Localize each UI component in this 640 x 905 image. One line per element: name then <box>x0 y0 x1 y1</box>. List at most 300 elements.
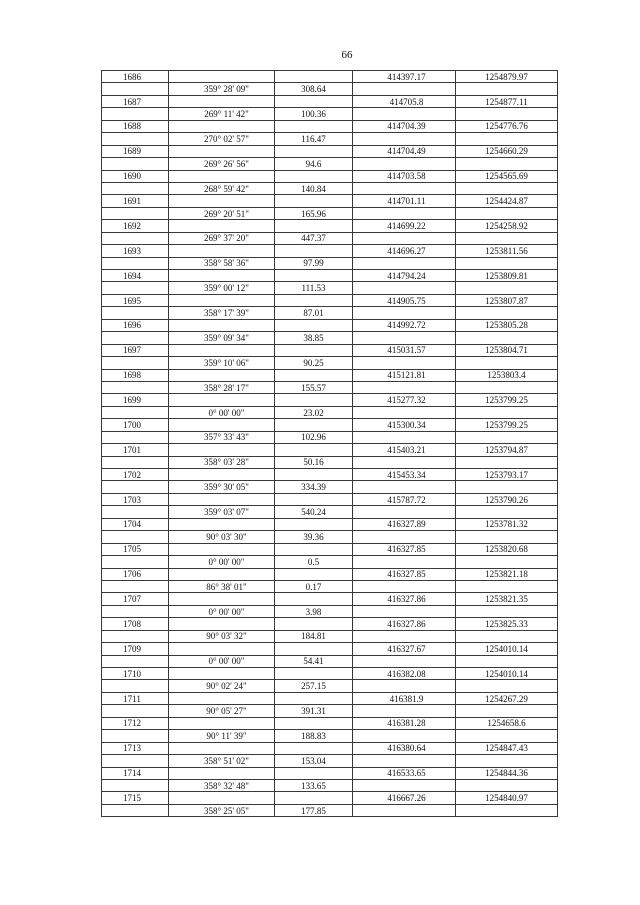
point-row <box>102 220 558 232</box>
distance: 0.17 <box>275 580 353 592</box>
empty-cell <box>169 419 275 431</box>
point-row <box>102 792 558 804</box>
empty-cell <box>102 133 169 145</box>
empty-cell <box>456 133 558 145</box>
empty-cell <box>102 456 169 468</box>
coordinate-1: 416327.67 <box>353 643 456 655</box>
point-row <box>102 394 558 406</box>
segment-row <box>102 481 558 493</box>
distance: 257.15 <box>275 680 353 692</box>
empty-cell <box>353 705 456 717</box>
empty-cell <box>169 618 275 630</box>
segment-row <box>102 655 558 667</box>
point-row <box>102 618 558 630</box>
point-row <box>102 294 558 306</box>
distance: 334.39 <box>275 481 353 493</box>
distance: 100.36 <box>275 108 353 120</box>
bearing: 359° 30' 05" <box>169 481 275 493</box>
point-number: 1714 <box>102 767 169 779</box>
empty-cell <box>102 332 169 344</box>
empty-cell <box>353 282 456 294</box>
point-number: 1692 <box>102 220 169 232</box>
bearing: 270° 02' 57" <box>169 133 275 145</box>
page-number: 66 <box>341 49 353 61</box>
empty-cell <box>169 469 275 481</box>
empty-cell <box>169 170 275 182</box>
distance: 23.02 <box>275 406 353 418</box>
empty-cell <box>353 158 456 170</box>
coordinate-1: 414704.39 <box>353 120 456 132</box>
empty-cell <box>456 357 558 369</box>
empty-cell <box>275 245 353 257</box>
empty-cell <box>353 232 456 244</box>
segment-row <box>102 580 558 592</box>
distance: 39.36 <box>275 531 353 543</box>
coordinate-1: 415031.57 <box>353 344 456 356</box>
coordinate-1: 416327.85 <box>353 543 456 555</box>
empty-cell <box>456 158 558 170</box>
bearing: 0° 00' 00" <box>169 406 275 418</box>
point-number: 1707 <box>102 593 169 605</box>
segment-row <box>102 257 558 269</box>
empty-cell <box>102 755 169 767</box>
empty-cell <box>456 332 558 344</box>
point-number: 1694 <box>102 270 169 282</box>
distance: 184.81 <box>275 630 353 642</box>
empty-cell <box>275 568 353 580</box>
coordinate-2: 1253807.87 <box>456 294 558 306</box>
segment-row <box>102 381 558 393</box>
bearing: 90° 03' 32" <box>169 630 275 642</box>
segment-row <box>102 332 558 344</box>
coordinate-1: 414397.17 <box>353 71 456 83</box>
empty-cell <box>169 369 275 381</box>
segment-row <box>102 630 558 642</box>
coordinate-1: 416382.08 <box>353 668 456 680</box>
segment-row <box>102 307 558 319</box>
point-row <box>102 71 558 83</box>
empty-cell <box>169 593 275 605</box>
empty-cell <box>169 245 275 257</box>
segment-row <box>102 804 558 816</box>
coordinate-2: 1253821.18 <box>456 568 558 580</box>
empty-cell <box>275 593 353 605</box>
empty-cell <box>275 668 353 680</box>
empty-cell <box>275 792 353 804</box>
distance: 87.01 <box>275 307 353 319</box>
empty-cell <box>456 232 558 244</box>
empty-cell <box>102 804 169 816</box>
coordinate-1: 416533.65 <box>353 767 456 779</box>
empty-cell <box>353 307 456 319</box>
distance: 111.53 <box>275 282 353 294</box>
coordinate-2: 1254658.6 <box>456 717 558 729</box>
empty-cell <box>353 207 456 219</box>
bearing: 269° 20' 51" <box>169 207 275 219</box>
segment-row <box>102 232 558 244</box>
distance: 133.65 <box>275 779 353 791</box>
empty-cell <box>169 518 275 530</box>
coordinate-2: 1254267.29 <box>456 692 558 704</box>
empty-cell <box>275 742 353 754</box>
point-row <box>102 95 558 107</box>
coordinate-2: 1253820.68 <box>456 543 558 555</box>
distance: 391.31 <box>275 705 353 717</box>
empty-cell <box>169 767 275 779</box>
empty-cell <box>353 605 456 617</box>
empty-cell <box>275 618 353 630</box>
empty-cell <box>169 792 275 804</box>
point-number: 1706 <box>102 568 169 580</box>
bearing: 359° 09' 34" <box>169 332 275 344</box>
point-number: 1696 <box>102 319 169 331</box>
distance: 50.16 <box>275 456 353 468</box>
bearing: 268° 59' 42" <box>169 182 275 194</box>
coordinate-1: 415787.72 <box>353 493 456 505</box>
coordinate-2: 1253805.28 <box>456 319 558 331</box>
empty-cell <box>169 145 275 157</box>
distance: 94.6 <box>275 158 353 170</box>
coordinate-2: 1253804.71 <box>456 344 558 356</box>
point-row <box>102 245 558 257</box>
empty-cell <box>275 71 353 83</box>
coordinate-1: 414701.11 <box>353 195 456 207</box>
point-row <box>102 469 558 481</box>
empty-cell <box>102 406 169 418</box>
bearing: 359° 00' 12" <box>169 282 275 294</box>
distance: 90.25 <box>275 357 353 369</box>
empty-cell <box>353 381 456 393</box>
empty-cell <box>456 307 558 319</box>
point-row <box>102 518 558 530</box>
coordinate-2: 1254776.76 <box>456 120 558 132</box>
empty-cell <box>456 456 558 468</box>
empty-cell <box>102 531 169 543</box>
empty-cell <box>275 95 353 107</box>
empty-cell <box>353 83 456 95</box>
point-number: 1693 <box>102 245 169 257</box>
bearing: 358° 28' 17" <box>169 381 275 393</box>
table-body <box>102 71 558 817</box>
empty-cell <box>456 556 558 568</box>
empty-cell <box>353 730 456 742</box>
empty-cell <box>102 481 169 493</box>
empty-cell <box>169 120 275 132</box>
bearing: 90° 02' 24" <box>169 680 275 692</box>
point-row <box>102 593 558 605</box>
empty-cell <box>169 444 275 456</box>
empty-cell <box>169 568 275 580</box>
empty-cell <box>275 419 353 431</box>
coordinate-2: 1253811.56 <box>456 245 558 257</box>
segment-row <box>102 207 558 219</box>
segment-row <box>102 357 558 369</box>
coordinate-2: 1253799.25 <box>456 419 558 431</box>
segment-row <box>102 133 558 145</box>
coordinate-1: 414699.22 <box>353 220 456 232</box>
empty-cell <box>456 531 558 543</box>
coordinate-2: 1254010.14 <box>456 668 558 680</box>
coordinate-2: 1254877.11 <box>456 95 558 107</box>
point-row <box>102 344 558 356</box>
point-number: 1697 <box>102 344 169 356</box>
empty-cell <box>456 705 558 717</box>
bearing: 269° 37' 20" <box>169 232 275 244</box>
empty-cell <box>275 444 353 456</box>
empty-cell <box>456 381 558 393</box>
empty-cell <box>102 158 169 170</box>
empty-cell <box>456 431 558 443</box>
empty-cell <box>275 394 353 406</box>
point-row <box>102 568 558 580</box>
distance: 447.37 <box>275 232 353 244</box>
empty-cell <box>275 692 353 704</box>
bearing: 359° 10' 06" <box>169 357 275 369</box>
empty-cell <box>456 755 558 767</box>
segment-row <box>102 83 558 95</box>
empty-cell <box>353 182 456 194</box>
empty-cell <box>169 543 275 555</box>
segment-row <box>102 282 558 294</box>
point-row <box>102 643 558 655</box>
empty-cell <box>456 182 558 194</box>
empty-cell <box>102 605 169 617</box>
bearing: 357° 33' 43" <box>169 431 275 443</box>
point-number: 1695 <box>102 294 169 306</box>
empty-cell <box>353 257 456 269</box>
bearing: 358° 17' 39" <box>169 307 275 319</box>
point-number: 1704 <box>102 518 169 530</box>
empty-cell <box>169 394 275 406</box>
coordinate-1: 414992.72 <box>353 319 456 331</box>
coordinate-2: 1253790.26 <box>456 493 558 505</box>
coordinate-2: 1254565.69 <box>456 170 558 182</box>
empty-cell <box>456 207 558 219</box>
coordinate-2: 1253803.4 <box>456 369 558 381</box>
bearing: 359° 28' 09" <box>169 83 275 95</box>
empty-cell <box>353 804 456 816</box>
point-row <box>102 195 558 207</box>
point-row <box>102 419 558 431</box>
empty-cell <box>102 232 169 244</box>
segment-row <box>102 456 558 468</box>
empty-cell <box>456 779 558 791</box>
empty-cell <box>353 481 456 493</box>
empty-cell <box>169 195 275 207</box>
coordinate-1: 414705.8 <box>353 95 456 107</box>
bearing: 0° 00' 00" <box>169 605 275 617</box>
distance: 3.98 <box>275 605 353 617</box>
point-row <box>102 145 558 157</box>
segment-row <box>102 680 558 692</box>
empty-cell <box>353 580 456 592</box>
empty-cell <box>456 680 558 692</box>
segment-row <box>102 755 558 767</box>
point-row <box>102 742 558 754</box>
coordinate-2: 1254879.97 <box>456 71 558 83</box>
distance: 153.04 <box>275 755 353 767</box>
empty-cell <box>102 182 169 194</box>
bearing: 358° 51' 02" <box>169 755 275 767</box>
bearing: 269° 26' 56" <box>169 158 275 170</box>
point-number: 1687 <box>102 95 169 107</box>
distance: 38.85 <box>275 332 353 344</box>
distance: 165.96 <box>275 207 353 219</box>
point-number: 1690 <box>102 170 169 182</box>
coordinate-2: 1253825.33 <box>456 618 558 630</box>
coordinate-2: 1253794.87 <box>456 444 558 456</box>
segment-row <box>102 779 558 791</box>
empty-cell <box>169 270 275 282</box>
coordinate-2: 1253821.35 <box>456 593 558 605</box>
empty-cell <box>275 767 353 779</box>
empty-cell <box>353 779 456 791</box>
empty-cell <box>275 319 353 331</box>
empty-cell <box>169 717 275 729</box>
empty-cell <box>275 717 353 729</box>
coordinates-table <box>101 70 558 817</box>
empty-cell <box>102 431 169 443</box>
coordinate-2: 1253799.25 <box>456 394 558 406</box>
empty-cell <box>169 71 275 83</box>
point-number: 1698 <box>102 369 169 381</box>
empty-cell <box>275 270 353 282</box>
empty-cell <box>353 655 456 667</box>
empty-cell <box>353 431 456 443</box>
empty-cell <box>169 344 275 356</box>
point-row <box>102 493 558 505</box>
segment-row <box>102 730 558 742</box>
point-row <box>102 369 558 381</box>
empty-cell <box>169 692 275 704</box>
point-number: 1688 <box>102 120 169 132</box>
segment-row <box>102 158 558 170</box>
point-number: 1701 <box>102 444 169 456</box>
empty-cell <box>456 481 558 493</box>
empty-cell <box>353 680 456 692</box>
bearing: 358° 32' 48" <box>169 779 275 791</box>
segment-row <box>102 406 558 418</box>
coordinate-2: 1253793.17 <box>456 469 558 481</box>
empty-cell <box>353 630 456 642</box>
point-number: 1715 <box>102 792 169 804</box>
empty-cell <box>102 779 169 791</box>
empty-cell <box>353 556 456 568</box>
empty-cell <box>102 307 169 319</box>
distance: 54.41 <box>275 655 353 667</box>
distance: 188.83 <box>275 730 353 742</box>
coordinate-1: 416381.9 <box>353 692 456 704</box>
empty-cell <box>275 220 353 232</box>
empty-cell <box>275 518 353 530</box>
empty-cell <box>456 655 558 667</box>
bearing: 358° 25' 05" <box>169 804 275 816</box>
empty-cell <box>275 170 353 182</box>
coordinate-1: 416327.85 <box>353 568 456 580</box>
distance: 540.24 <box>275 506 353 518</box>
empty-cell <box>456 580 558 592</box>
coordinate-1: 416381.28 <box>353 717 456 729</box>
coordinate-1: 414703.58 <box>353 170 456 182</box>
point-row <box>102 319 558 331</box>
bearing: 358° 03' 28" <box>169 456 275 468</box>
bearing: 90° 05' 27" <box>169 705 275 717</box>
point-row <box>102 444 558 456</box>
empty-cell <box>102 506 169 518</box>
empty-cell <box>169 493 275 505</box>
coordinate-1: 416327.86 <box>353 593 456 605</box>
empty-cell <box>456 804 558 816</box>
empty-cell <box>353 506 456 518</box>
distance: 116.47 <box>275 133 353 145</box>
empty-cell <box>456 506 558 518</box>
empty-cell <box>169 668 275 680</box>
distance: 140.84 <box>275 182 353 194</box>
point-row <box>102 170 558 182</box>
empty-cell <box>102 580 169 592</box>
empty-cell <box>102 357 169 369</box>
point-number: 1713 <box>102 742 169 754</box>
coordinate-1: 416327.89 <box>353 518 456 530</box>
bearing: 0° 00' 00" <box>169 556 275 568</box>
empty-cell <box>102 556 169 568</box>
empty-cell <box>275 369 353 381</box>
coordinate-2: 1254847.43 <box>456 742 558 754</box>
coordinate-2: 1254844.36 <box>456 767 558 779</box>
empty-cell <box>102 381 169 393</box>
segment-row <box>102 108 558 120</box>
distance: 0.5 <box>275 556 353 568</box>
coordinate-2: 1253809.81 <box>456 270 558 282</box>
empty-cell <box>102 108 169 120</box>
coordinate-1: 415453.34 <box>353 469 456 481</box>
empty-cell <box>275 344 353 356</box>
empty-cell <box>456 605 558 617</box>
point-row <box>102 717 558 729</box>
coordinate-1: 415300.34 <box>353 419 456 431</box>
coordinate-1: 414696.27 <box>353 245 456 257</box>
empty-cell <box>275 469 353 481</box>
coordinate-1: 414905.75 <box>353 294 456 306</box>
coordinate-2: 1254660.29 <box>456 145 558 157</box>
empty-cell <box>456 257 558 269</box>
bearing: 358° 58' 36" <box>169 257 275 269</box>
segment-row <box>102 605 558 617</box>
coordinate-1: 415277.32 <box>353 394 456 406</box>
empty-cell <box>275 543 353 555</box>
coordinate-1: 415403.21 <box>353 444 456 456</box>
segment-row <box>102 531 558 543</box>
coordinate-1: 416380.64 <box>353 742 456 754</box>
empty-cell <box>353 332 456 344</box>
empty-cell <box>102 257 169 269</box>
empty-cell <box>353 755 456 767</box>
point-number: 1703 <box>102 493 169 505</box>
coordinate-2: 1253781.32 <box>456 518 558 530</box>
empty-cell <box>456 630 558 642</box>
empty-cell <box>353 357 456 369</box>
point-row <box>102 543 558 555</box>
empty-cell <box>275 120 353 132</box>
empty-cell <box>169 319 275 331</box>
point-row <box>102 692 558 704</box>
empty-cell <box>353 531 456 543</box>
empty-cell <box>102 705 169 717</box>
empty-cell <box>102 730 169 742</box>
distance: 155.57 <box>275 381 353 393</box>
segment-row <box>102 506 558 518</box>
segment-row <box>102 705 558 717</box>
